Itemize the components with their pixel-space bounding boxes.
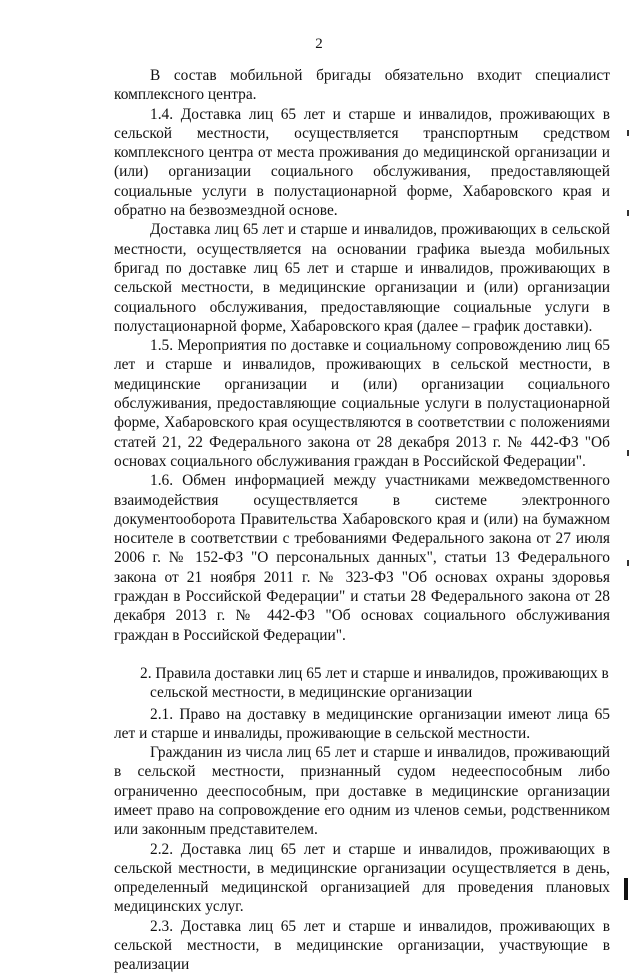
paragraph-delivery-schedule: Доставка лиц 65 лет и старше и инвалидов, проживающих в сельской местности, осуществляется на основании графика выезда мобильных бригад по доставке лиц 65 лет и старше и инвалидов, проживающих в сельской местности, в медицинские организации и (или) организации социального обслуживания, предоставляющие социальные услуги в полустационарной форме, Хабаровского края (далее – график доставки). bbox=[114, 221, 610, 335]
scan-mark bbox=[624, 878, 628, 900]
paragraph-guardian: Гражданин из числа лиц 65 лет и старше и инвалидов, проживающий в сельской местности, признанный судом недееспособным либо ограниченно дееспособным, при доставке в медицинские организации имеет право на сопровождение его одним из членов семьи, родственником или законным представителем. bbox=[114, 744, 610, 839]
section-heading-2: 2. Правила доставки лиц 65 лет и старше и инвалидов, проживающих в сельской местности, в медицинские организации bbox=[140, 664, 609, 702]
scan-mark bbox=[627, 210, 629, 216]
paragraph-1-6: 1.6. Обмен информацией между участниками межведомственного взаимодействия осуществляется в системе электронного документооборота Правительства Хабаровского края и (или) на бумажном носителе в соответствии с требованиями Федерального закона от 27 июля 2006 г. № 152-ФЗ "О персональных данных", статьи 13 Федерального закона от 21 ноября 2011 г. № 323-ФЗ "Об основах охраны здоровья граждан в Российской Федерации" и статьи 28 Федерального закона от 28 декабря 2013 г. № 442-ФЗ "Об основах социального обслуживания граждан в Российской Федерации". bbox=[114, 472, 610, 644]
paragraph-2-2: 2.2. Доставка лиц 65 лет и старше и инвалидов, проживающих в сельской местности, в медицинские организации осуществляется в день, определенный медицинской организацией для проведения плановых медицинских услуг. bbox=[114, 840, 610, 916]
page-number: 2 bbox=[315, 36, 323, 52]
paragraph-composition: В состав мобильной бригады обязательно входит специалист комплексного центра. bbox=[114, 67, 610, 104]
paragraph-1-4: 1.4. Доставка лиц 65 лет и старше и инвалидов, проживающих в сельской местности, осуществляется транспортным средством комплексного центра от места проживания до медицинской организации и (или) организации социального обслуживания, предоставляющей социальные услуги в полустационарной форме, Хабаровского края и обратно на безвозмездной основе. bbox=[114, 105, 610, 220]
scan-mark bbox=[627, 130, 629, 136]
paragraph-2-3: 2.3. Доставка лиц 65 лет и старше и инвалидов, проживающих в сельской местности, в медицинские организации, участвующие в реализации bbox=[114, 917, 610, 974]
scan-mark bbox=[627, 450, 629, 456]
document-body bbox=[114, 66, 610, 975]
scan-mark bbox=[627, 560, 629, 566]
paragraph-2-1: 2.1. Право на доставку в медицинские организации имеют лица 65 лет и старше и инвалиды, проживающие в сельской местности. bbox=[114, 705, 610, 742]
paragraph-1-5: 1.5. Мероприятия по доставке и социальному сопровождению лиц 65 лет и старше и инвалидов, проживающих в сельской местности, в медицинские организации и (или) организации социального обслуживания, предоставляющие социальные услуги в полустационарной форме, Хабаровского края осуществляются в соответствии с положениями статей 21, 22 Федерального закона от 28 декабря 2013 г. № 442-ФЗ "Об основах социального обслуживания граждан в Российской Федерации". bbox=[114, 337, 610, 470]
